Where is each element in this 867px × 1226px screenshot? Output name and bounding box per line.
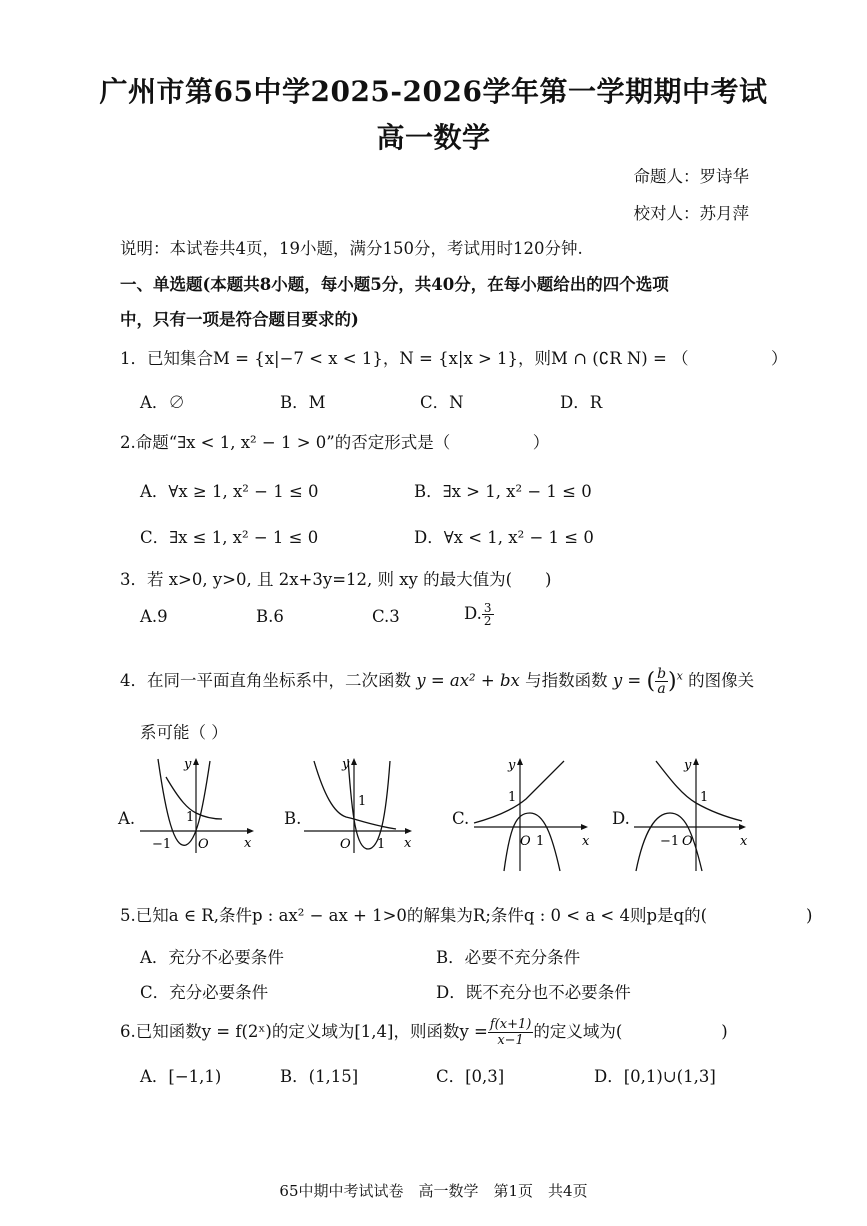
page-footer: 65中期中考试试卷 高一数学 第1页 共4页 bbox=[279, 1182, 588, 1200]
graph-a-y-arrow bbox=[193, 758, 199, 765]
q3-option-d-label: D. bbox=[464, 604, 482, 623]
checker-line: 校对人：苏月萍 bbox=[633, 204, 749, 223]
q6-option-c: C．[0,3] bbox=[436, 1067, 505, 1086]
section-heading-line1: 一、单选题(本题共8小题，每小题5分，共40分，在每小题给出的四个选项 bbox=[120, 275, 669, 294]
graph-d-one-y: 1 bbox=[700, 790, 709, 805]
q6-stem-part-b: 的定义域为( ) bbox=[533, 1022, 728, 1041]
q2-option-d: D．∀x < 1, x² − 1 ≤ 0 bbox=[414, 528, 594, 547]
graph-b-y-arrow bbox=[351, 758, 357, 765]
graph-c-x-arrow bbox=[581, 824, 588, 830]
graph-c-exponential bbox=[474, 761, 564, 823]
graph-a-x-arrow bbox=[247, 828, 254, 834]
graph-c bbox=[470, 755, 600, 875]
graph-d-origin: O bbox=[682, 834, 693, 849]
graph-b-x-label: x bbox=[404, 836, 412, 851]
graph-d bbox=[630, 755, 754, 875]
graph-a-label: A. bbox=[118, 809, 136, 828]
graph-c-x-label: x bbox=[582, 834, 590, 849]
q1-option-c: C．N bbox=[420, 393, 464, 412]
q1-option-d: D．R bbox=[560, 393, 603, 412]
section-heading-line2: 中，只有一项是符合题目要求的) bbox=[120, 310, 359, 329]
q5-stem: 5.已知a ∈ R,条件p : ax² − ax + 1>0的解集为R;条件q : 0 < a < 4则p是q的( ) bbox=[120, 906, 813, 925]
setter-line: 命题人：罗诗华 bbox=[633, 167, 749, 186]
q3-option-d bbox=[464, 602, 494, 627]
graph-b-one-x: 1 bbox=[377, 837, 386, 852]
q6-option-a: A．[−1,1) bbox=[140, 1067, 222, 1086]
graph-a-x-label: x bbox=[244, 836, 252, 851]
exam-title: 广州市第65中学2025-2026学年第一学期期中考试 bbox=[99, 75, 768, 108]
instructions: 说明：本试卷共4页，19小题，满分150分，考试用时120分钟. bbox=[120, 239, 583, 258]
graph-b-y-label: y bbox=[342, 757, 350, 772]
graph-a-y-label: y bbox=[184, 757, 192, 772]
graph-a-origin: O bbox=[198, 837, 209, 852]
q4-exp-power: x bbox=[676, 669, 683, 683]
q3-stem: 3．若 x>0, y>0, 且 2x+3y=12, 则 xy 的最大值为( ) bbox=[120, 570, 552, 589]
q4-stem-line2: 系可能（ ） bbox=[140, 723, 228, 742]
graph-b-origin: O bbox=[340, 837, 351, 852]
q1-option-a: A．∅ bbox=[140, 393, 185, 412]
q5-option-b: B．必要不充分条件 bbox=[436, 948, 581, 967]
q4-exp-denominator: a bbox=[657, 681, 666, 697]
q6-stem-part-a: 6.已知函数y = f(2ˣ)的定义域为[1,4]，则函数y = bbox=[120, 1022, 488, 1041]
q2-option-c: C．∃x ≤ 1, x² − 1 ≤ 0 bbox=[140, 528, 319, 547]
graph-c-y-label: y bbox=[508, 758, 516, 773]
q6-numerator: f(x+1) bbox=[489, 1017, 532, 1032]
graph-c-parabola bbox=[504, 813, 560, 871]
exam-subject: 高一数学 bbox=[376, 121, 491, 154]
q5-option-c: C．充分必要条件 bbox=[140, 983, 269, 1002]
graph-c-one-y: 1 bbox=[508, 790, 517, 805]
q3-option-c: C.3 bbox=[372, 607, 400, 626]
q4-exp-lhs: y = bbox=[612, 671, 642, 690]
q2-option-b: B．∃x > 1, x² − 1 ≤ 0 bbox=[414, 482, 592, 501]
graph-b-one-y: 1 bbox=[358, 794, 367, 809]
q4-stem-part-b: 与指数函数 bbox=[525, 671, 608, 690]
q5-option-a: A．充分不必要条件 bbox=[140, 948, 284, 967]
graph-b-label: B. bbox=[284, 809, 302, 828]
q4-exp-numerator: b bbox=[657, 666, 667, 682]
graph-d-neg1: −1 bbox=[660, 834, 680, 849]
graph-b bbox=[300, 755, 424, 855]
graph-d-label: D. bbox=[612, 809, 630, 828]
graph-a bbox=[136, 755, 260, 855]
q6-option-b: B．(1,15] bbox=[280, 1067, 359, 1086]
q4-exp-fraction bbox=[655, 667, 668, 696]
graph-a-neg1: −1 bbox=[152, 837, 172, 852]
q4-stem-part-c: 的图像关 bbox=[688, 671, 755, 690]
graph-d-y-arrow bbox=[693, 758, 699, 765]
q5-option-d: D．既不充分也不必要条件 bbox=[436, 983, 631, 1002]
graph-d-exponential bbox=[656, 761, 742, 821]
q4-stem bbox=[120, 667, 754, 696]
graph-c-one-x: 1 bbox=[536, 834, 545, 849]
q2-option-a: A．∀x ≥ 1, x² − 1 ≤ 0 bbox=[140, 482, 319, 501]
graph-c-origin: O bbox=[520, 834, 531, 849]
graph-c-label: C. bbox=[452, 809, 470, 828]
q6-denominator: x−1 bbox=[497, 1033, 524, 1048]
q1-stem: 1．已知集合M = {x|−7 < x < 1}，N = {x|x > 1}，则M ∩ (∁R N) = （ ） bbox=[120, 349, 788, 368]
q3-d-denominator: 2 bbox=[483, 614, 492, 628]
q3-d-numerator: 3 bbox=[483, 601, 492, 615]
graph-d-x-label: x bbox=[740, 834, 748, 849]
graph-a-one: 1 bbox=[186, 810, 195, 825]
q2-stem: 2.命题“∃x < 1, x² − 1 > 0”的否定形式是（ ） bbox=[120, 433, 550, 452]
q6-fraction bbox=[488, 1017, 533, 1048]
q3-option-d-fraction bbox=[482, 602, 494, 627]
graph-d-x-arrow bbox=[739, 824, 746, 830]
q4-exp-paren-close: ) bbox=[668, 669, 677, 694]
q6-option-d: D．[0,1)∪(1,3] bbox=[594, 1067, 716, 1086]
q4-quadratic: y = ax² + bx bbox=[416, 671, 520, 690]
q1-option-b: B．M bbox=[280, 393, 326, 412]
graph-b-x-arrow bbox=[405, 828, 412, 834]
graph-d-y-label: y bbox=[684, 758, 692, 773]
q4-exp-paren-open: ( bbox=[646, 669, 656, 694]
graph-c-y-arrow bbox=[517, 758, 523, 765]
q4-stem-part-a: 4．在同一平面直角坐标系中，二次函数 bbox=[120, 671, 411, 690]
q3-option-a: A.9 bbox=[140, 607, 168, 626]
q6-stem bbox=[120, 1017, 728, 1048]
q3-option-b: B.6 bbox=[256, 607, 284, 626]
